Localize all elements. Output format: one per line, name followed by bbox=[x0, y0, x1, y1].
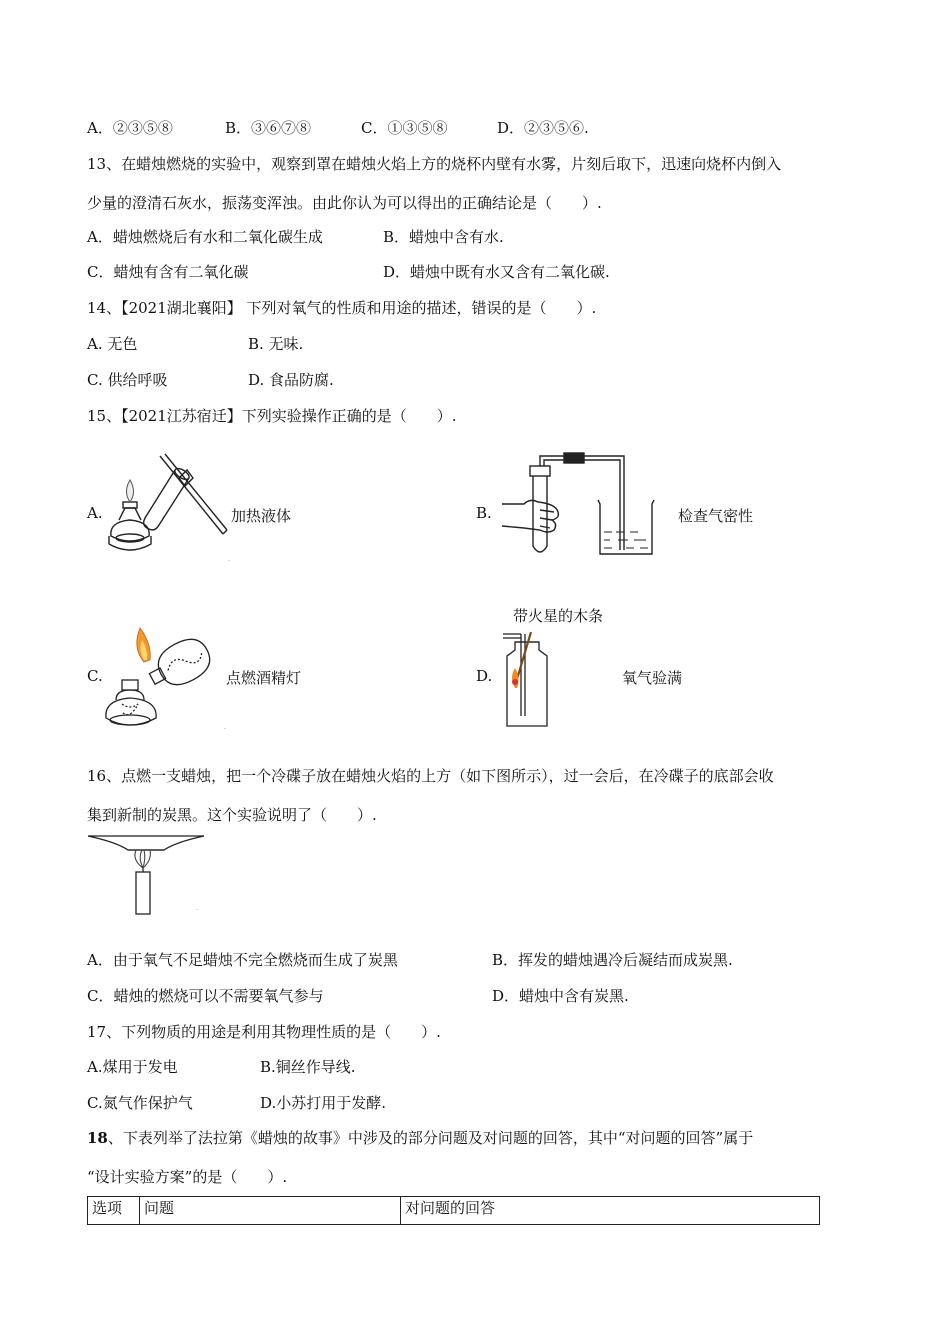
answer-table bbox=[87, 1196, 820, 1225]
q16-option-a: A．由于氧气不足蜡烛不完全燃烧而生成了炭黑 bbox=[87, 951, 398, 969]
q15-d-caption: 带火星的木条 bbox=[513, 607, 604, 625]
airtightness-figure bbox=[500, 448, 660, 560]
table-header-cell: 选项 bbox=[88, 1197, 140, 1225]
q15-stem: 15、【2021江苏宿迁】下列实验操作正确的是（ ）. bbox=[87, 407, 457, 425]
oxygen-check-figure bbox=[497, 626, 557, 730]
q16-stem-line2: 集到新制的炭黑。这个实验说明了（ ）. bbox=[87, 806, 377, 824]
q12-option-c: C．①③⑤⑧ bbox=[361, 119, 448, 137]
q15-c-label: 点燃酒精灯 bbox=[226, 669, 302, 687]
q15-c-letter: C. bbox=[87, 667, 103, 685]
q15-d-label: 氧气验满 bbox=[622, 669, 683, 687]
q15-b-label: 检查气密性 bbox=[678, 507, 754, 525]
table-header-cell: 问题 bbox=[140, 1197, 401, 1225]
dot-mark: . bbox=[196, 905, 198, 912]
q18-stem-line2: “设计实验方案”的是（ ）. bbox=[87, 1168, 288, 1186]
q17-option-a: A.煤用于发电 bbox=[87, 1058, 178, 1076]
q17-option-d: D.小苏打用于发酵. bbox=[260, 1094, 387, 1112]
table-header-cell: 对问题的回答 bbox=[401, 1197, 820, 1225]
q15-b-letter: B. bbox=[476, 504, 492, 522]
q16-stem-line1: 16、点燃一支蜡烛，把一个冷碟子放在蜡烛火焰的上方（如下图所示），过一会后，在冷碟子的底部会收 bbox=[87, 767, 774, 785]
q12-option-a: A．②③⑤⑧ bbox=[87, 119, 173, 137]
q12-option-d: D．②③⑤⑥. bbox=[497, 119, 589, 137]
q14-option-a: A. 无色 bbox=[87, 335, 138, 353]
q13-option-b: B．蜡烛中含有水. bbox=[383, 228, 504, 246]
q15-a-label: 加热液体 bbox=[231, 507, 292, 525]
q14-stem: 14、【2021湖北襄阳】 下列对氧气的性质和用途的描述，错误的是（ ）. bbox=[87, 299, 597, 317]
q14-option-c: C. 供给呼吸 bbox=[87, 371, 168, 389]
q14-option-d: D. 食品防腐. bbox=[248, 371, 334, 389]
q18-number: 18 bbox=[87, 1129, 108, 1147]
q13-option-d: D．蜡烛中既有水又含有二氧化碳. bbox=[383, 263, 610, 281]
q15-d-letter: D. bbox=[476, 667, 493, 685]
dot-mark: . bbox=[228, 556, 230, 563]
q16-option-c: C．蜡烛的燃烧可以不需要氧气参与 bbox=[87, 987, 324, 1005]
q18-stem-line1 bbox=[87, 1127, 753, 1148]
lighting-lamp-figure bbox=[100, 620, 228, 732]
q13-option-c: C．蜡烛有含有二氧化碳 bbox=[87, 263, 249, 281]
q13-option-a: A．蜡烛燃烧后有水和二氧化碳生成 bbox=[87, 228, 323, 246]
q17-stem: 17、下列物质的用途是利用其物理性质的是（ ）. bbox=[87, 1023, 441, 1041]
q16-option-b: B．挥发的蜡烛遇冷后凝结而成炭黑. bbox=[492, 951, 733, 969]
q13-stem-line2: 少量的澄清石灰水，振荡变浑浊。由此你认为可以得出的正确结论是（ ）. bbox=[87, 194, 602, 212]
q17-option-c: C.氮气作保护气 bbox=[87, 1094, 193, 1112]
q12-option-b: B．③⑥⑦⑧ bbox=[225, 119, 312, 137]
q13-stem-line1: 13、在蜡烛燃烧的实验中，观察到罩在蜡烛火焰上方的烧杯内壁有水雾，片刻后取下，迅速向烧杯内倒入 bbox=[87, 155, 782, 173]
heating-liquid-figure bbox=[105, 448, 233, 560]
table-header-row bbox=[88, 1197, 820, 1225]
dot-mark: . bbox=[224, 724, 226, 731]
q18-stem-text: 、下表列举了法拉第《蜡烛的故事》中涉及的部分问题及对问题的回答，其中“对问题的回答”属于 bbox=[107, 1129, 754, 1147]
q14-option-b: B. 无味. bbox=[248, 335, 304, 353]
q17-option-b: B.铜丝作导线. bbox=[260, 1058, 356, 1076]
q16-option-d: D．蜡烛中含有炭黑. bbox=[492, 987, 629, 1005]
candle-plate-figure bbox=[86, 834, 206, 916]
q15-a-letter: A. bbox=[87, 504, 103, 522]
